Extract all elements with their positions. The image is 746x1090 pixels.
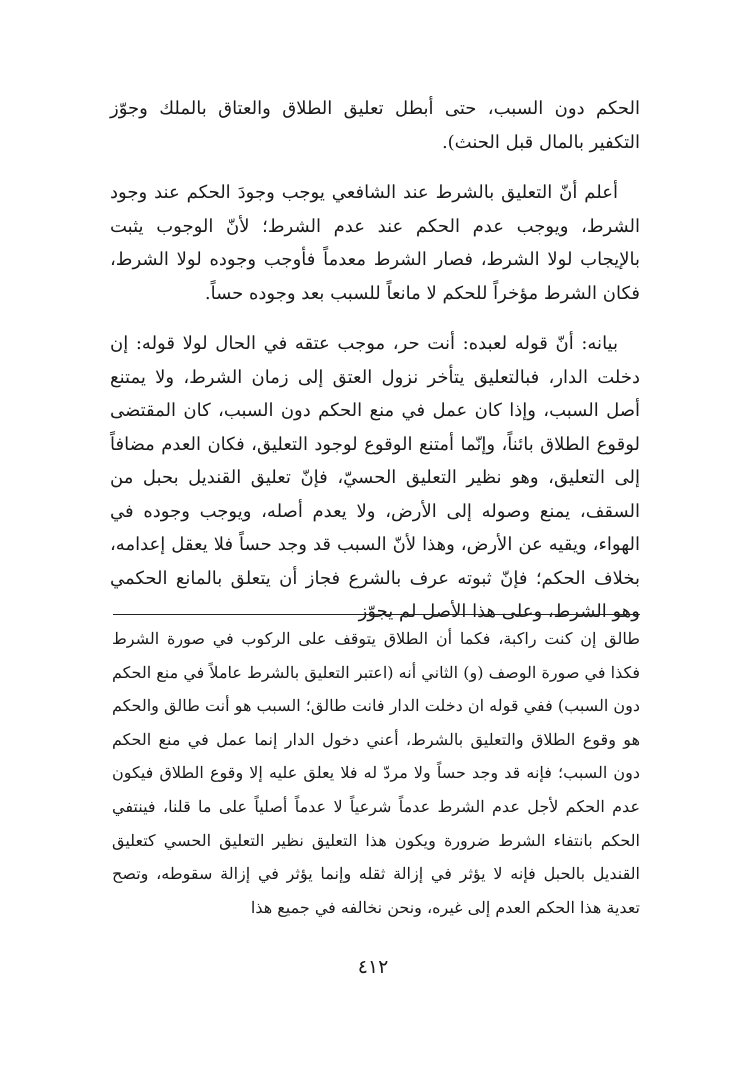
footnote-text: طالق إن كنت راكبة، فكما أن الطلاق يتوقف على الركوب في صورة الشرط فكذا في صورة الوصف (و) الثاني أنه (اعتبر التعليق بالشرط عاملاً في منع الحكم دون السبب) ففي قوله ان دخلت الدار فانت طالق؛ السبب هو أنت طالق والحكم هو وقوع الطلاق والتعليق بالشرط، أعني دخول الدار إنما عمل في منع الحكم دون السبب؛ فإنه قد وجد حساً ولا مردّ له فلا يعلق عليه إلا وقوع الطلاق فيكون عدم الحكم لأجل عدم الشرط عدماً شرعياً لا عدماً أصلياً على ما قلنا، فينتفي الحكم بانتفاء الشرط ضرورة ويكون هذا التعليق نظير التعليق الحسي كتعليق القنديل بالحبل فإنه لا يؤثر في إزالة ثقله وإنما يؤثر في إزالة سقوطه، وتصح تعدية هذا الحكم العدم إلى غيره، ونحن نخالفه في جميع هذا — [112, 629, 641, 917]
paragraph-3: بيانه: أنّ قوله لعبده: أنت حر، موجب عتقه في الحال لولا قوله: إن دخلت الدار، فبالتعليق يتأخر نزول العتق إلى زمان الشرط، ولا يمتنع أصل السبب، وإذا كان عمل في منع الحكم دون السبب، كان المقتضى لوقوع الطلاق بائناً، وإنّما أمتنع الوقوع لوجود التعليق، فكان العدم مضافاً إلى التعليق، وهو نظير التعليق الحسيّ، فإنّ تعليق القنديل بحبل من السقف، يمنع وصوله إلى الأرض، ولا يعدم أصله، ويوجب وجوده في الهواء، ويقيه عن الأرض، وهذا لأنّ السبب قد وجد حساً فلا يعقل إعدامه، بخلاف الحكم؛ فإنّ ثبوته عرف بالشرع فجاز أن يتعلق بالمانع الحكمي وهو الشرط، وعلى هذا الأصل لم يجوّز — [110, 333, 640, 622]
paragraph-1: الحكم دون السبب، حتى أبطل تعليق الطلاق والعتاق بالملك وجوّز التكفير بالمال قبل الحنث). — [110, 98, 640, 153]
paragraph-2: أعلم أنّ التعليق بالشرط عند الشافعي يوجب وجودَ الحكم عند وجود الشرط، ويوجب عدم الحكم عند عدم الشرط؛ لأنّ الوجوب يثبت بالإيجاب لولا الشرط، فصار الشرط معدماً فأوجب وجوده لولا الشرط، فكان الشرط مؤخراً للحكم لا مانعاً للسبب بعد وجوده حساً. — [110, 182, 640, 304]
page-number: ٤١٢ — [357, 956, 389, 978]
footnote-divider — [113, 614, 640, 615]
main-text — [110, 92, 640, 629]
